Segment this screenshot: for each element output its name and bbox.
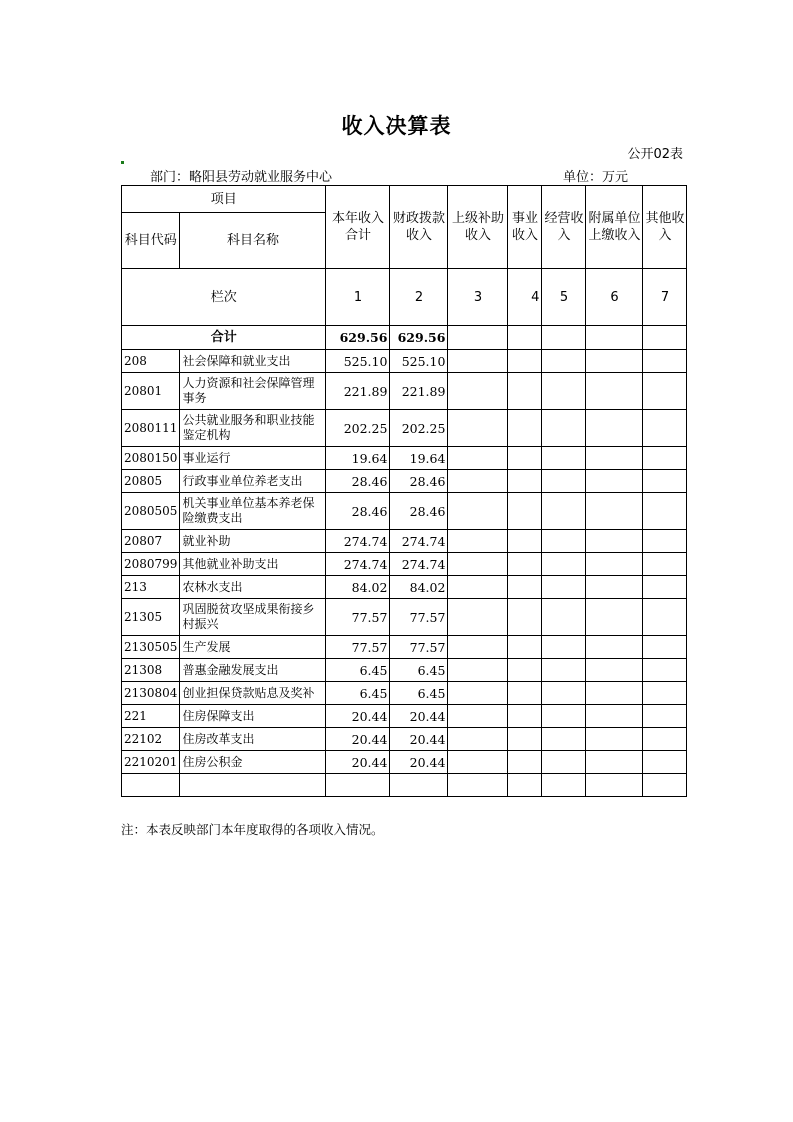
row-name: 住房保障支出 (180, 705, 326, 728)
row-code: 2080799 (122, 553, 180, 576)
empty-cell (542, 553, 586, 576)
table-row (122, 470, 687, 493)
empty-cell (643, 682, 687, 705)
row-fiscal: 202.25 (390, 410, 448, 447)
row-name: 机关事业单位基本养老保险缴费支出 (180, 493, 326, 530)
empty-cell (508, 728, 542, 751)
empty-cell (586, 373, 643, 410)
row-code: 221 (122, 705, 180, 728)
empty-cell (586, 470, 643, 493)
empty-cell (448, 373, 508, 410)
empty-cell (542, 350, 586, 373)
header-col-7: 其他收入 (643, 186, 687, 269)
row-total-income: 202.25 (326, 410, 390, 447)
empty-cell (542, 576, 586, 599)
unit-label: 单位：万元 (563, 170, 629, 185)
row-fiscal: 28.46 (390, 493, 448, 530)
empty-cell (643, 705, 687, 728)
empty-cell (586, 705, 643, 728)
empty-cell (643, 373, 687, 410)
table-row (122, 636, 687, 659)
empty-cell (586, 553, 643, 576)
row-code: 2080150 (122, 447, 180, 470)
row-name: 巩固脱贫攻坚成果衔接乡村振兴 (180, 599, 326, 636)
row-code (122, 774, 180, 797)
empty-cell (586, 410, 643, 447)
row-name: 住房公积金 (180, 751, 326, 774)
row-index-2: 2 (390, 269, 448, 326)
empty-cell (508, 470, 542, 493)
row-name (180, 774, 326, 797)
empty-cell (508, 373, 542, 410)
empty-cell (542, 774, 586, 797)
total-income: 629.56 (326, 326, 390, 350)
table-row (122, 447, 687, 470)
empty-cell (643, 636, 687, 659)
empty-cell (643, 774, 687, 797)
empty-cell (448, 659, 508, 682)
header-col-3: 上级补助收入 (448, 186, 508, 269)
row-code: 20807 (122, 530, 180, 553)
row-name: 就业补助 (180, 530, 326, 553)
row-name: 社会保障和就业支出 (180, 350, 326, 373)
empty-cell (542, 493, 586, 530)
cell-marker (121, 161, 124, 164)
row-total-income: 274.74 (326, 530, 390, 553)
row-fiscal: 84.02 (390, 576, 448, 599)
row-name: 其他就业补助支出 (180, 553, 326, 576)
row-fiscal (390, 774, 448, 797)
header-code: 科目代码 (122, 213, 180, 269)
row-code: 21308 (122, 659, 180, 682)
table-row (122, 350, 687, 373)
total-row (122, 326, 687, 350)
empty-cell (643, 470, 687, 493)
row-total-income: 20.44 (326, 751, 390, 774)
empty-cell (508, 410, 542, 447)
empty-cell (643, 493, 687, 530)
row-index-3: 3 (448, 269, 508, 326)
empty-cell (448, 576, 508, 599)
header-col-5: 经营收入 (542, 186, 586, 269)
row-fiscal: 19.64 (390, 447, 448, 470)
empty-cell (643, 410, 687, 447)
page-title: 收入决算表 (341, 114, 452, 138)
row-code: 21305 (122, 599, 180, 636)
table-row (122, 576, 687, 599)
row-fiscal: 77.57 (390, 599, 448, 636)
empty-cell (643, 553, 687, 576)
empty-cell (508, 774, 542, 797)
empty-cell (508, 493, 542, 530)
empty-cell (508, 599, 542, 636)
row-fiscal: 77.57 (390, 636, 448, 659)
empty-cell (542, 410, 586, 447)
table-row (122, 410, 687, 447)
row-code: 213 (122, 576, 180, 599)
empty-cell (586, 576, 643, 599)
empty-cell (643, 728, 687, 751)
empty-cell (542, 530, 586, 553)
empty-cell (643, 599, 687, 636)
empty-cell (643, 576, 687, 599)
row-code: 2210201 (122, 751, 180, 774)
empty-cell (542, 705, 586, 728)
empty-cell (542, 636, 586, 659)
empty-cell (448, 447, 508, 470)
header-col-4: 事业收入 (508, 186, 542, 269)
row-fiscal: 6.45 (390, 682, 448, 705)
empty-cell (448, 350, 508, 373)
empty-cell (508, 682, 542, 705)
row-total-income: 77.57 (326, 599, 390, 636)
table-row (122, 705, 687, 728)
table-row (122, 599, 687, 636)
row-total-income: 20.44 (326, 728, 390, 751)
empty-cell (643, 751, 687, 774)
empty-cell (448, 553, 508, 576)
row-code: 2080111 (122, 410, 180, 447)
empty-cell (448, 530, 508, 553)
empty-cell (508, 350, 542, 373)
header-project: 项目 (122, 186, 326, 213)
total-label: 合计 (122, 326, 326, 350)
empty-cell (448, 599, 508, 636)
empty-cell (586, 530, 643, 553)
row-index-5: 5 (542, 269, 586, 326)
row-code: 208 (122, 350, 180, 373)
empty-cell (643, 659, 687, 682)
form-number: 公开02表 (627, 147, 683, 162)
empty-cell (508, 530, 542, 553)
empty-cell (448, 705, 508, 728)
row-fiscal: 20.44 (390, 728, 448, 751)
table-row (122, 530, 687, 553)
empty-cell (448, 493, 508, 530)
total-fiscal: 629.56 (390, 326, 448, 350)
header-col-1: 本年收入合计 (326, 186, 390, 269)
row-index-label: 栏次 (122, 269, 326, 326)
row-code: 22102 (122, 728, 180, 751)
row-name: 创业担保贷款贴息及奖补 (180, 682, 326, 705)
empty-cell (586, 350, 643, 373)
row-total-income: 28.46 (326, 493, 390, 530)
empty-cell (508, 751, 542, 774)
empty-cell (542, 447, 586, 470)
row-code: 2130804 (122, 682, 180, 705)
row-name: 事业运行 (180, 447, 326, 470)
row-index-1: 1 (326, 269, 390, 326)
row-fiscal: 221.89 (390, 373, 448, 410)
footnote: 注：本表反映部门本年度取得的各项收入情况。 (121, 822, 384, 837)
row-total-income: 525.10 (326, 350, 390, 373)
row-total-income: 274.74 (326, 553, 390, 576)
empty-cell (448, 774, 508, 797)
empty-cell (508, 576, 542, 599)
row-code: 2130505 (122, 636, 180, 659)
row-total-income: 28.46 (326, 470, 390, 493)
row-code: 20805 (122, 470, 180, 493)
row-total-income: 19.64 (326, 447, 390, 470)
table-row (122, 553, 687, 576)
empty-cell (586, 728, 643, 751)
empty-cell (586, 659, 643, 682)
row-name: 住房改革支出 (180, 728, 326, 751)
row-name: 公共就业服务和职业技能鉴定机构 (180, 410, 326, 447)
empty-cell (586, 599, 643, 636)
row-total-income: 6.45 (326, 659, 390, 682)
table-row (122, 774, 687, 797)
row-index-6: 6 (586, 269, 643, 326)
empty-cell (586, 751, 643, 774)
empty-cell (542, 659, 586, 682)
row-fiscal: 525.10 (390, 350, 448, 373)
row-index-4: 4 (508, 269, 542, 326)
empty-cell (586, 636, 643, 659)
row-fiscal: 274.74 (390, 530, 448, 553)
empty-cell (542, 373, 586, 410)
table-row (122, 751, 687, 774)
empty-cell (586, 493, 643, 530)
table-row (122, 682, 687, 705)
row-fiscal: 6.45 (390, 659, 448, 682)
empty-cell (508, 553, 542, 576)
empty-cell (542, 470, 586, 493)
row-total-income: 20.44 (326, 705, 390, 728)
row-fiscal: 20.44 (390, 705, 448, 728)
row-total-income: 77.57 (326, 636, 390, 659)
row-name: 农林水支出 (180, 576, 326, 599)
empty-cell (448, 636, 508, 659)
row-total-income (326, 774, 390, 797)
empty-cell (542, 728, 586, 751)
empty-cell (586, 774, 643, 797)
empty-cell (448, 751, 508, 774)
empty-cell (542, 599, 586, 636)
row-total-income: 221.89 (326, 373, 390, 410)
empty-cell (643, 530, 687, 553)
row-name: 行政事业单位养老支出 (180, 470, 326, 493)
empty-cell (508, 636, 542, 659)
empty-cell (542, 682, 586, 705)
empty-cell (448, 728, 508, 751)
empty-cell (448, 682, 508, 705)
row-fiscal: 20.44 (390, 751, 448, 774)
header-col-2: 财政拨款收入 (390, 186, 448, 269)
empty-cell (448, 410, 508, 447)
row-name: 人力资源和社会保障管理事务 (180, 373, 326, 410)
empty-cell (643, 447, 687, 470)
empty-cell (643, 350, 687, 373)
header-name: 科目名称 (180, 213, 326, 269)
empty-cell (448, 470, 508, 493)
empty-cell (508, 705, 542, 728)
table-row (122, 728, 687, 751)
empty-cell (586, 682, 643, 705)
row-index-7: 7 (643, 269, 687, 326)
row-name: 普惠金融发展支出 (180, 659, 326, 682)
department-label: 部门：略阳县劳动就业服务中心 (150, 170, 333, 185)
empty-cell (542, 751, 586, 774)
row-code: 2080505 (122, 493, 180, 530)
table-row (122, 493, 687, 530)
row-fiscal: 274.74 (390, 553, 448, 576)
table-row (122, 659, 687, 682)
header-col-6: 附属单位上缴收入 (586, 186, 643, 269)
row-code: 20801 (122, 373, 180, 410)
empty-cell (508, 447, 542, 470)
income-table (121, 185, 687, 797)
table-row (122, 373, 687, 410)
empty-cell (586, 447, 643, 470)
row-name: 生产发展 (180, 636, 326, 659)
row-total-income: 6.45 (326, 682, 390, 705)
empty-cell (508, 659, 542, 682)
row-total-income: 84.02 (326, 576, 390, 599)
row-fiscal: 28.46 (390, 470, 448, 493)
